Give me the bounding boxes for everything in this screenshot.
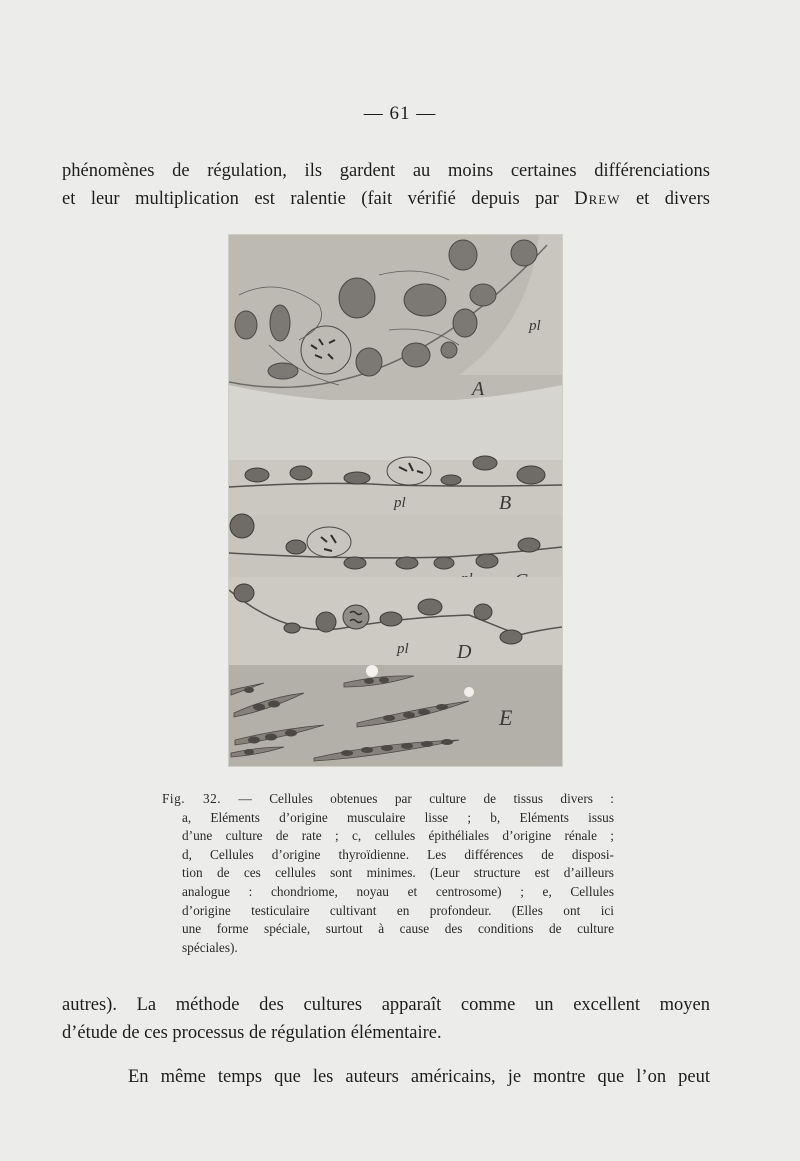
caption-fig-label: Fig. 32. xyxy=(162,791,222,806)
figure-caption xyxy=(162,790,614,957)
body-line-1: phénomènes de régulation, ils gardent au moins certaines différenciations xyxy=(62,161,710,181)
label-e: E xyxy=(499,705,513,730)
caption-line-3: d’une culture de rate ; c, cellules épithéliales d’origine rénale ; xyxy=(182,828,614,844)
panel-e-highlight xyxy=(366,665,378,677)
label-a: A xyxy=(472,378,485,400)
body-line-2-text: et leur multiplication est ralentie (fait vérifié depuis par xyxy=(62,189,559,209)
label-d: D xyxy=(457,641,472,663)
label-pl-b: pl xyxy=(394,495,406,511)
label-pl-d: pl xyxy=(397,641,409,657)
caption-line-4: d, Cellules d’origine thyroïdienne. Les différences de disposi- xyxy=(182,846,614,862)
caption-line-6: analogue : chondriome, noyau et centrosome) ; e, Cellules xyxy=(182,883,614,899)
caption-line-9: spéciales). xyxy=(182,939,238,955)
body-line-4: d’étude de ces processus de régulation élémentaire. xyxy=(62,1023,442,1043)
page-number: — 61 — xyxy=(363,103,437,124)
label-pl-a: pl xyxy=(529,318,541,334)
panel-c-background xyxy=(229,515,562,577)
caption-line-1-text: — Cellules obtenues par culture de tissus divers : xyxy=(238,791,615,806)
caption-line-7: d’origine testiculaire cultivant en profondeur. (Elles ont ici xyxy=(182,902,614,918)
caption-line-1 xyxy=(162,790,614,809)
caption-line-5: tion de ces cellules sont minimes. (Leur structure est d’ailleurs xyxy=(182,865,614,881)
body-line-2 xyxy=(62,189,710,210)
figure-32-illustration xyxy=(228,234,563,767)
caption-line-2: a, Eléments d’origine musculaire lisse ; b, Eléments issus xyxy=(182,809,614,825)
body-line-5: En même temps que les auteurs américains, je montre que l’on peut xyxy=(128,1067,710,1087)
body-line-2-end: et divers xyxy=(635,189,711,209)
caption-line-8: une forme spéciale, surtout à cause des conditions de culture xyxy=(182,921,614,937)
label-b: B xyxy=(499,492,512,514)
body-line-3: autres). La méthode des cultures apparaît comme un excellent moyen xyxy=(62,995,710,1015)
author-name: Drew xyxy=(574,189,621,209)
